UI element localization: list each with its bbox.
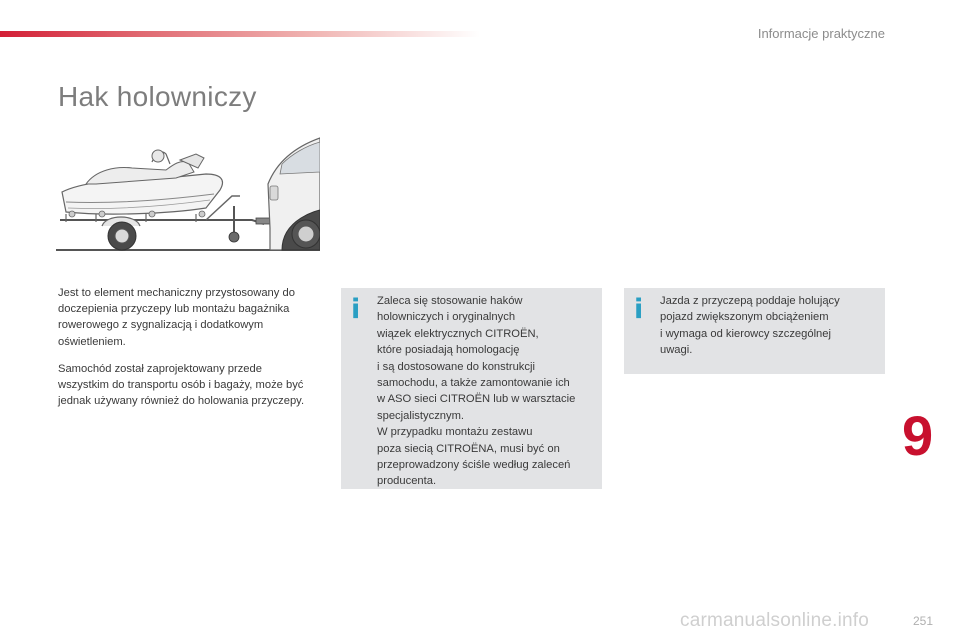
info-icon: i — [351, 294, 361, 325]
body-paragraph: Jest to element mechaniczny przystosowany do doczepienia przyczepy lub montażu bagażnika rowerowego z sygnalizacją i dodatkowym oświetleniem. — [58, 287, 295, 348]
info-icon: i — [634, 294, 644, 325]
page-number: 251 — [913, 614, 934, 628]
info-box-towing-load — [624, 288, 885, 374]
jetski-trailer-car-illustration — [56, 134, 320, 252]
body-text — [58, 285, 316, 420]
info-box-text: Zaleca się stosowanie haków holowniczych i oryginalnych wiązek elektrycznych CITROËN, które posiadają homologację i są dostosowane do konstrukcji samochodu, a także zamontowanie ich w ASO sieci CITROËN lub w warsztacie specjalistycznym. W przypadku montażu zestawu poza siecią CITROËNA, musi być on przeprowadzony ściśle według zaleceń producenta. — [377, 295, 576, 488]
page-title: Hak holowniczy — [58, 80, 257, 112]
body-paragraph: Samochód został zaprojektowany przede wszystkim do transportu osób i bagaży, może być jednak używany również do holowania przyczepy. — [58, 362, 305, 408]
towing-illustration — [56, 134, 320, 257]
chapter-number: 9 — [902, 404, 934, 467]
header-accent-bar — [0, 31, 480, 37]
watermark: carmanualsonline.info — [680, 610, 870, 631]
info-box-text: Jazda z przyczepą poddaje holujący pojazd zwiększonym obciążeniem i wymaga od kierowcy szczególnej uwagi. — [660, 295, 840, 357]
info-box-recommendation — [341, 288, 602, 489]
section-header: Informacje praktyczne — [757, 26, 885, 41]
